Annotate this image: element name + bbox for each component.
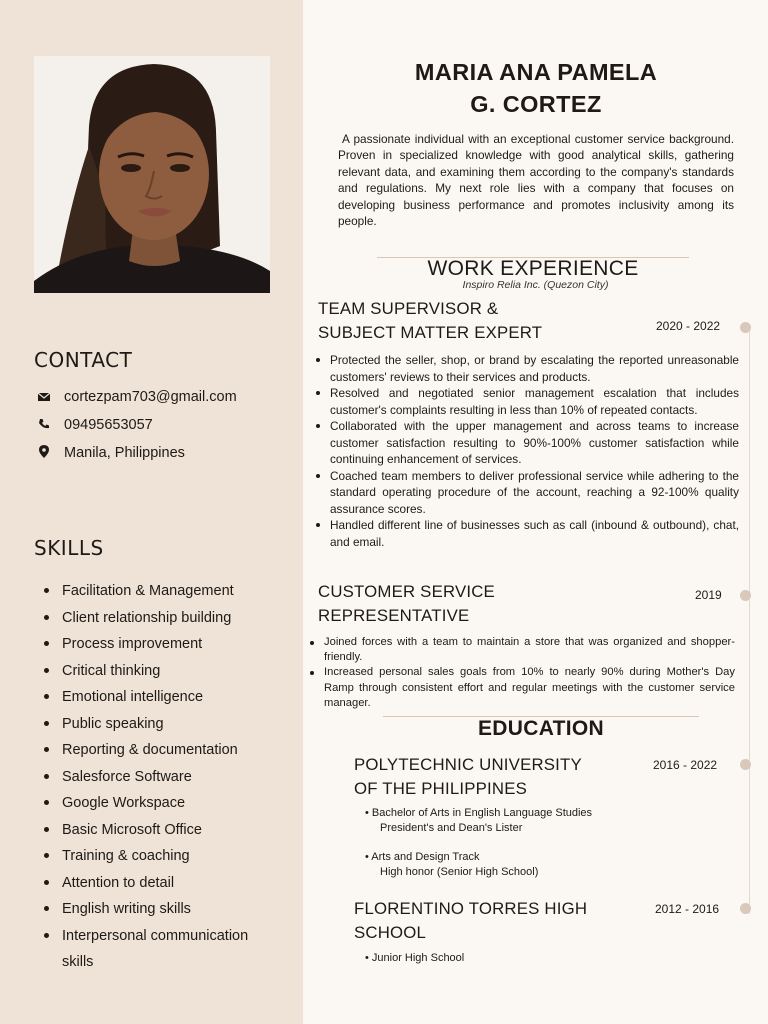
job-bullet: Handled different line of businesses such as call (inbound & outbound), chat, and email. [315, 517, 739, 550]
skill-item: Reporting & documentation [44, 737, 294, 764]
skill-item: Public speaking [44, 711, 294, 738]
skill-item-continuation: skills [62, 954, 94, 970]
name-line-1: MARIA ANA PAMELA [414, 59, 658, 85]
candidate-name [388, 56, 684, 120]
timeline-dot [740, 759, 751, 770]
job-bullets-1 [315, 352, 739, 550]
contact-location [37, 445, 185, 461]
contact-heading: CONTACT [34, 348, 133, 372]
job-title-line: CUSTOMER SERVICE [318, 582, 495, 601]
timeline-dot [740, 590, 751, 601]
skill-item: Process improvement [44, 631, 294, 658]
school-level-line: • Junior High School [365, 952, 465, 964]
contact-email[interactable] [37, 389, 237, 405]
mail-icon [37, 389, 53, 405]
job-bullet: Coached team members to deliver professional service while adhering to the standard operating procedure of the account, reaching a 92-100% quality assurance scores. [315, 468, 739, 518]
honor-line: President's and Dean's Lister [380, 822, 523, 834]
job-bullet: Protected the seller, shop, or brand by escalating the reported unreasonable customers' reviews to their services and products. [315, 352, 739, 385]
skill-item: Client relationship building [44, 605, 294, 632]
profile-summary: A passionate individual with an exceptional customer service background. Proven in specialized knowledge with good analytical skills, gathering relevant data, and examining them according to the company's standards and regulations. My next role lies with a company that focuses on developing business performance and promotes inclusivity among its people. [338, 132, 734, 229]
job-title-1 [318, 297, 542, 344]
name-line-2: G. CORTEZ [470, 91, 602, 117]
school-name-1 [354, 753, 582, 800]
job-bullet: Increased personal sales goals from 10% to nearly 90% during Mother's Day Ramp through consistent effort and regular meetings with the customer service manager. [309, 665, 735, 711]
skill-item: Attention to detail [44, 870, 294, 897]
location-text: Manila, Philippines [64, 445, 185, 461]
skills-list [44, 578, 294, 976]
track-line: • Arts and Design Track [365, 851, 480, 863]
portrait-image [34, 56, 270, 293]
skill-item: Basic Microsoft Office [44, 817, 294, 844]
contact-phone[interactable] [37, 417, 153, 433]
job-title-2 [318, 580, 495, 627]
job-bullet: Joined forces with a team to maintain a store that was organized and shopper-friendly. [309, 635, 735, 665]
skill-item: Google Workspace [44, 790, 294, 817]
skill-item: Training & coaching [44, 843, 294, 870]
profile-photo [34, 56, 270, 293]
school-name-line: FLORENTINO TORRES HIGH [354, 899, 588, 918]
skill-item: English writing skills [44, 896, 294, 923]
job-title-line: REPRESENTATIVE [318, 605, 470, 625]
skill-item: Salesforce Software [44, 764, 294, 791]
sidebar [0, 0, 303, 1024]
company-name: Inspiro Relia Inc. (Quezon City) [462, 279, 609, 291]
skill-item: Critical thinking [44, 658, 294, 685]
job-title-line: TEAM SUPERVISOR & [318, 299, 499, 318]
school-name-line: POLYTECHNIC UNIVERSITY [354, 755, 582, 774]
timeline-line [749, 330, 750, 914]
honor-line: High honor (Senior High School) [380, 866, 539, 878]
school-name-line: SCHOOL [354, 922, 427, 942]
school-dates-1: 2016 - 2022 [653, 758, 718, 772]
work-experience-heading: WORK EXPERIENCE [427, 257, 639, 280]
timeline-dot [740, 903, 751, 914]
school-name-2 [354, 897, 587, 944]
email-text: cortezpam703@gmail.com [64, 389, 237, 405]
job-bullets-2 [309, 635, 735, 711]
education-heading: EDUCATION [478, 717, 604, 740]
job-bullet: Resolved and negotiated senior management escalation that includes customer's complaints resulting in less than 10% of repeated contacts. [315, 385, 739, 418]
skill-item: Emotional intelligence [44, 684, 294, 711]
phone-text: 09495653057 [64, 417, 153, 433]
job-dates-1: 2020 - 2022 [656, 319, 721, 333]
job-bullet: Collaborated with the upper management and across teams to increase customer satisfaction resulting to 90%-100% customer satisfaction while continuing enhancement of services. [315, 418, 739, 468]
school-dates-2: 2012 - 2016 [655, 902, 720, 916]
location-pin-icon [37, 445, 53, 461]
job-title-line: SUBJECT MATTER EXPERT [318, 322, 543, 342]
main-column [303, 0, 768, 1024]
skill-item: Facilitation & Management [44, 578, 294, 605]
phone-icon [37, 417, 53, 433]
degree-line: • Bachelor of Arts in English Language Studies [365, 807, 593, 819]
timeline-dot [740, 322, 751, 333]
skill-item: Interpersonal communication [44, 923, 294, 950]
job-dates-2: 2019 [695, 588, 722, 602]
school-name-line: OF THE PHILIPPINES [354, 778, 528, 798]
skills-heading: SKILLS [34, 536, 104, 560]
